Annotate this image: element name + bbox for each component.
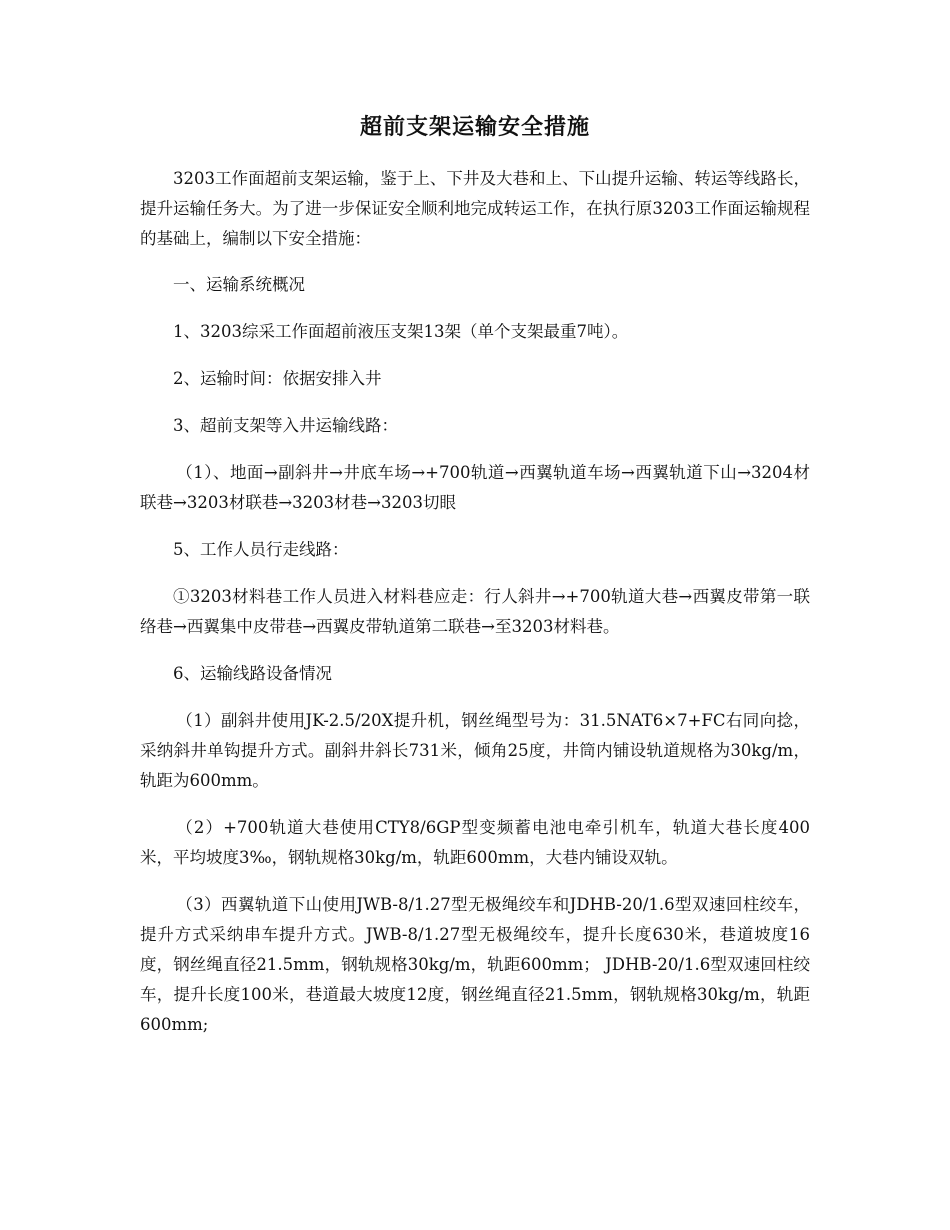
paragraph-item-3: 3、超前支架等入井运输线路：	[173, 416, 398, 435]
paragraph-item-1: 1、3203综采工作面超前液压支架13架（单个支架最重7吨）。	[173, 322, 629, 341]
paragraph-item-6: 6、运输线路设备情况	[173, 664, 332, 683]
paragraph-equipment-3: （3）西翼轨道下山使用JWB-8/1.27型无极绳绞车和JDHB-20/1.6型双速回柱绞车，提升方式采纳串车提升方式。JWB-8/1.27型无极绳绞车，提升长度630米，巷道坡度16度，钢丝绳直径21.5mm，钢轨规格30kg/m，轨距600mm； JDHB-20/1.6型双速回柱绞车，提升长度100米，巷道最大坡度12度，钢丝绳直径21.5mm，钢轨规格30kg/m，轨距600mm;	[140, 895, 810, 1034]
paragraph-route: （1）、地面→副斜井→井底车场→+700轨道→西翼轨道车场→西翼轨道下山→3204材联巷→3203材联巷→3203材巷→3203切眼	[140, 463, 810, 512]
paragraph-equipment-2: （2）+700轨道大巷使用CTY8/6GP型变频蓄电池电牵引机车，轨道大巷长度400米，平均坡度3‰，钢轨规格30kg/m，轨距600mm，大巷内铺设双轨。	[140, 818, 810, 867]
document-title: 超前支架运输安全措施	[359, 114, 590, 140]
paragraph-item-5: 5、工作人员行走线路：	[173, 540, 349, 559]
paragraph-intro: 3203工作面超前支架运输，鉴于上、下井及大巷和上、下山提升运输、转运等线路长，提升运输任务大。为了进一步保证安全顺利地完成转运工作，在执行原3203工作面运输规程的基础上，编制以下安全措施：	[140, 169, 810, 248]
paragraph-item-2: 2、运输时间：依据安排入井	[173, 369, 382, 388]
paragraph-walking-route: ①3203材料巷工作人员进入材料巷应走：行人斜井→+700轨道大巷→西翼皮带第一联络巷→西翼集中皮带巷→西翼皮带轨道第二联巷→至3203材料巷。	[140, 587, 810, 636]
paragraph-section-1-heading: 一、运输系统概况	[173, 275, 305, 294]
paragraph-equipment-1: （1）副斜井使用JK-2.5/20X提升机，钢丝绳型号为：31.5NAT6×7+FC右同向捻，采纳斜井单钩提升方式。副斜井斜长731米，倾角25度，井筒内铺设轨道规格为30kg/m，轨距为600mm。	[140, 711, 810, 790]
